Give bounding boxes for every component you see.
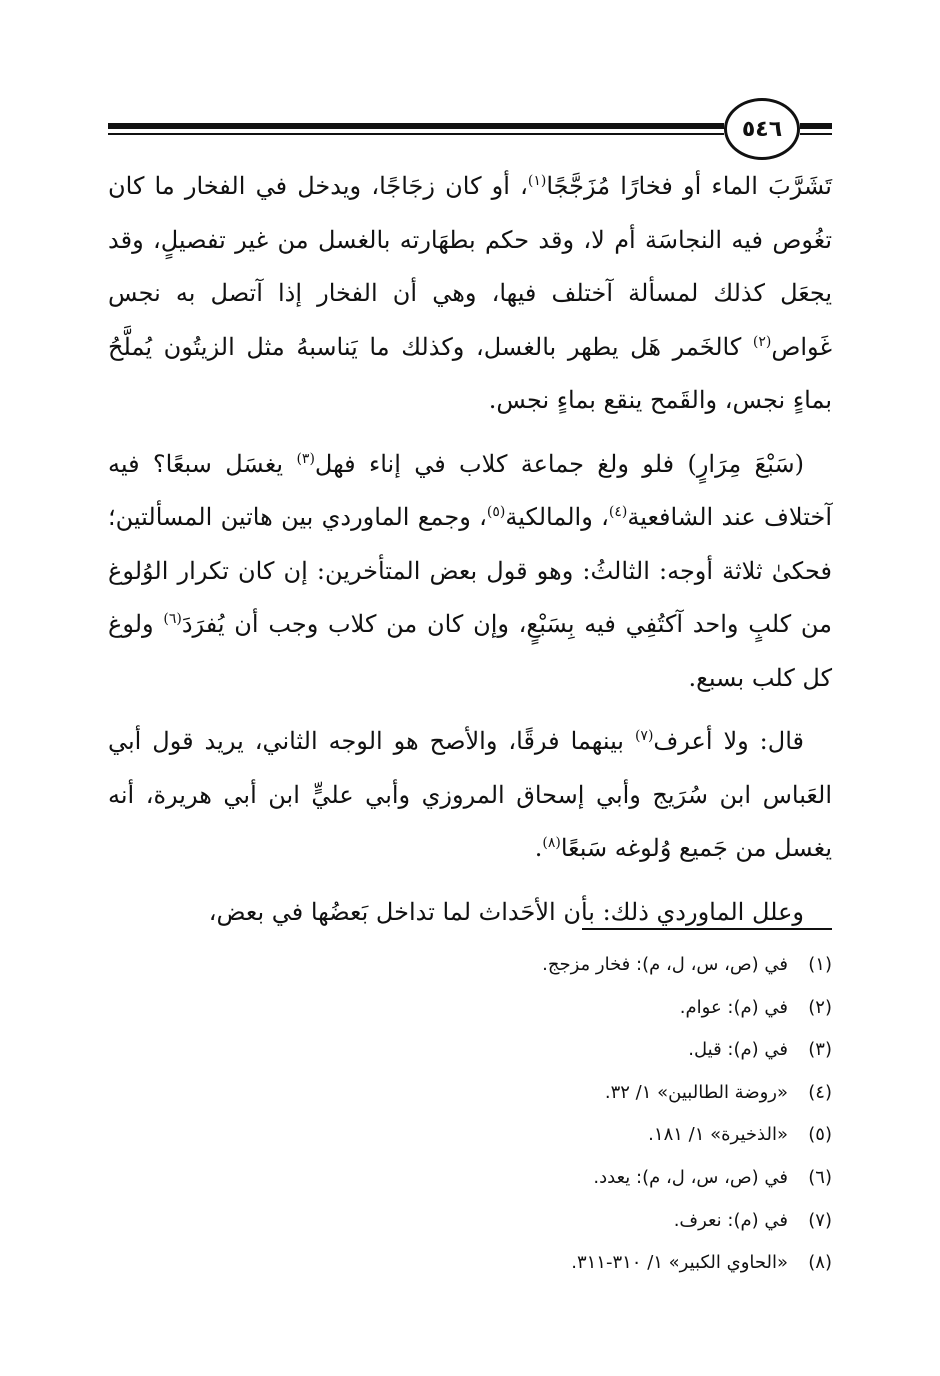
footnote-number: (٤) [808, 1081, 832, 1103]
paragraph [108, 160, 832, 428]
footnote [108, 1029, 832, 1072]
footnotes-list [108, 944, 832, 1285]
footnote-text: في (م): نعرف. [673, 1209, 788, 1231]
footnote-number: (٦) [808, 1166, 832, 1188]
footnote-number: (٧) [808, 1209, 832, 1231]
footnote-text: في (م): عوام. [679, 996, 788, 1018]
paragraph [108, 715, 832, 876]
footnote [108, 944, 832, 987]
footnote [108, 1157, 832, 1200]
header-rule-right [800, 123, 832, 129]
footnote [108, 1200, 832, 1243]
footnote-separator [582, 928, 832, 930]
footnote-text: في (م): قيل. [688, 1039, 788, 1061]
text-run: ، وجمع الماوردي بين هاتين المسألتين؛ فحكىٰ ثلاثة أوجه: الثالثُ: وهو قول بعض المتأخرين: إن كان تكرار الوُلوغ من كلبٍ واحد آكتُفِي فيه بِسَبْعٍ، وإن كان من كلاب وجب أن يُفرَدَ [108, 503, 833, 638]
footnote-text: في (ص، س، ل، م): يعدد. [593, 1166, 788, 1188]
footnote-number: (١) [808, 954, 832, 975]
text-run: قال: ولا أعرف [653, 727, 804, 755]
page-number-badge: ٥٤٦ [724, 98, 800, 160]
footnote [108, 1114, 832, 1157]
paragraph [108, 886, 832, 940]
text-run: بينهما فرقًا، والأصح هو الوجه الثاني، يريد قول أبي العَباس ابن سُرَيج وأبي إسحاق المروزي وأبي عليٍّ ابن أبي هريرة، أنه يغسل من جَميع وُلوغه سَبعًا [108, 727, 832, 862]
footnote-number: (٥) [808, 1124, 832, 1146]
footnote-marker: (٧) [634, 728, 654, 744]
text-run: ولوغ كل كلب بسبع. [108, 610, 832, 692]
footnote-marker: (٨) [542, 835, 561, 851]
footnote [108, 987, 832, 1030]
header-rule-thin [108, 133, 724, 135]
footnote-text: في (ص، س، ل، م): فخار مزجج. [542, 954, 788, 975]
header-rule [108, 123, 724, 129]
footnote [108, 1072, 832, 1115]
footnote-text: «الحاوي الكبير» ١/ ٣١٠-٣١١. [571, 1252, 788, 1274]
text-run: (سَبْعَ مِرَارٍ) فلو ولغ جماعة كلاب في إناء فهل [314, 449, 805, 478]
main-text [108, 160, 832, 939]
text-run: ، أو كان زجَاجًا، ويدخل في الفخار ما كان تغُوص فيه النجاسَة أم لا، وقد حكم بطهَارته بالغسل من غير تفصيلٍ، وقد يجعَل كذلك لمسألة آختلف فيها، وهي أن الفخار إذا آتصل به نجس غَواص [108, 172, 832, 361]
header-rule-right-thin [800, 133, 832, 135]
text-run: كالخَمر هَل يطهر بالغسل، وكذلك ما يَناسبهُ مثل الزيتُون يُملَّحُ بماءٍ نجس، والقَمح ينقع بماءٍ نجس. [108, 332, 832, 414]
footnote-marker: (١) [527, 173, 547, 189]
footnote-marker: (٥) [486, 504, 506, 520]
footnote-number: (٢) [808, 996, 832, 1018]
footnote-number: (٨) [808, 1252, 832, 1274]
footnote-text: «الذخيرة» ١/ ١٨١. [648, 1124, 788, 1146]
footnote-text: «روضة الطالبين» ١/ ٣٢. [604, 1081, 788, 1103]
footnote-marker: (٣) [296, 450, 315, 467]
paragraph [108, 438, 832, 706]
footnote [108, 1242, 832, 1285]
text-run: ، والمالكية [505, 503, 609, 531]
footnote-marker: (٢) [752, 333, 772, 350]
footnote-number: (٣) [808, 1039, 832, 1061]
text-run: . [534, 834, 543, 862]
footnote-marker: (٦) [163, 611, 182, 627]
text-run: تَشَرَّبَ الماء أو فخارًا مُزَجَّجًا [546, 172, 832, 200]
text-run: يغسَل سبعًا؟ فيه آختلاف عند الشافعية [108, 449, 832, 531]
text-run: وعلل الماوردي ذلك: بأن الأحَداث لما تداخل بَعضُها في بعض، [208, 897, 804, 926]
footnote-marker: (٤) [608, 504, 628, 520]
